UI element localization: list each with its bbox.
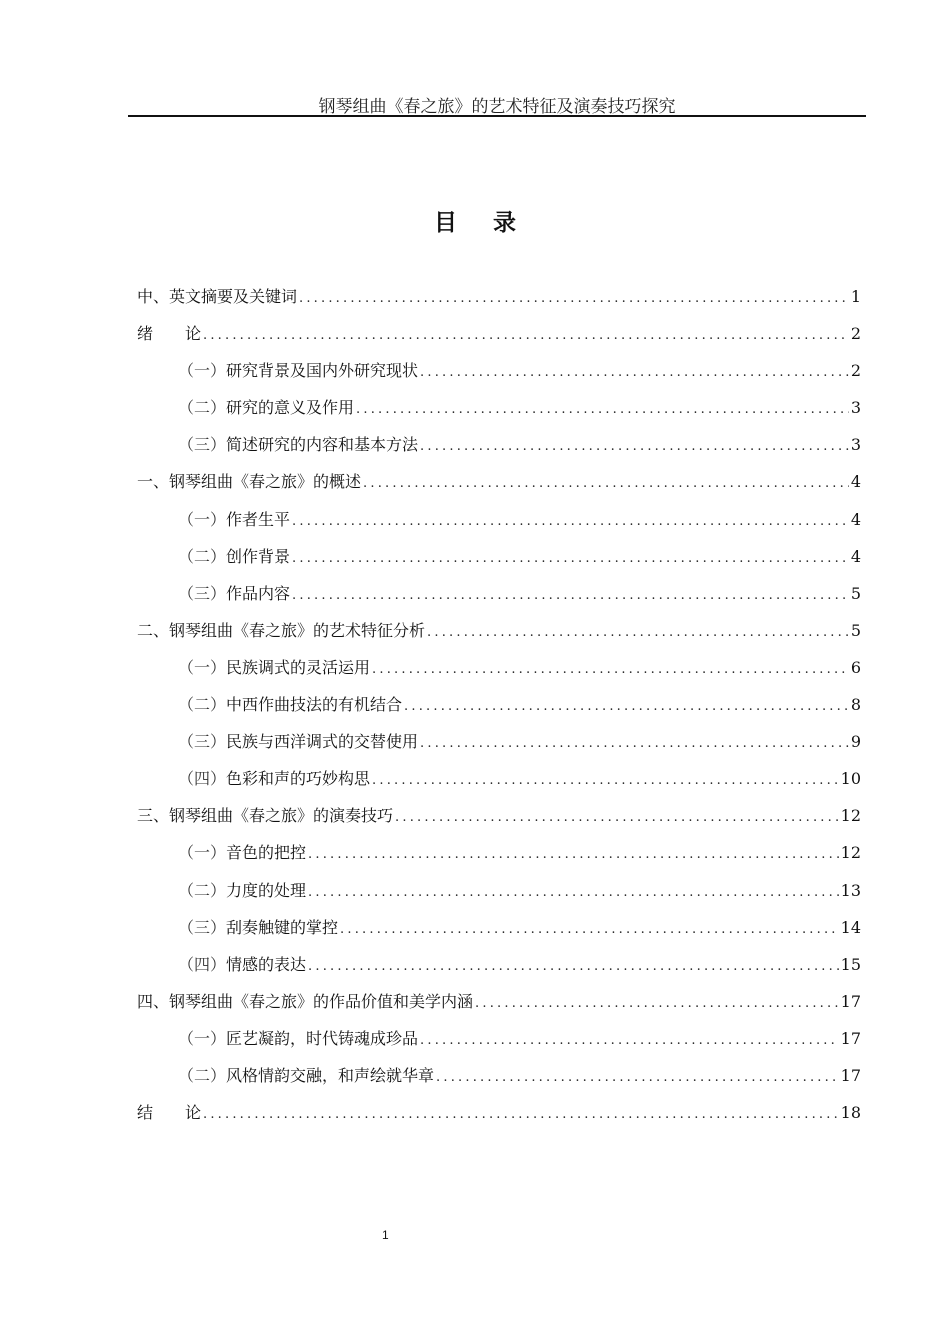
toc-entry-title: 色彩和声的巧妙构思 xyxy=(226,769,371,789)
dot-leader xyxy=(340,922,839,937)
toc-entry[interactable] xyxy=(137,618,861,655)
toc-entry-page: 13 xyxy=(840,880,861,900)
toc-entry-title: 作者生平 xyxy=(226,509,291,529)
toc-entry[interactable] xyxy=(137,915,861,952)
toc-entry-page: 9 xyxy=(850,732,861,752)
toc-entry-page: 10 xyxy=(840,769,861,789)
toc-entry[interactable] xyxy=(137,358,861,395)
toc-entry-page: 5 xyxy=(850,620,861,640)
table-of-contents xyxy=(137,284,861,1137)
toc-entry-title: 钢琴组曲《春之旅》的艺术特征分析 xyxy=(169,620,426,640)
toc-entry[interactable] xyxy=(137,284,861,321)
dot-leader xyxy=(308,847,839,862)
toc-entry-title: 情感的表达 xyxy=(226,954,307,974)
toc-entry-title: 钢琴组曲《春之旅》的概述 xyxy=(169,472,362,492)
running-header: 钢琴组曲《春之旅》的艺术特征及演奏技巧探究 xyxy=(318,97,676,117)
toc-entry-page: 15 xyxy=(840,954,861,974)
toc-entry-title: 研究背景及国内外研究现状 xyxy=(226,361,419,381)
toc-entry-title: 刮奏触键的掌控 xyxy=(226,917,339,937)
toc-entry-title: 简述研究的内容和基本方法 xyxy=(226,435,419,455)
toc-entry-title: 中、英文摘要及关键词 xyxy=(137,287,298,306)
toc-entry-page: 17 xyxy=(840,1028,861,1048)
dot-leader xyxy=(404,699,849,714)
toc-title-char: 目 xyxy=(434,210,457,236)
toc-entry-number: （一） xyxy=(178,843,227,863)
toc-entry-number: （三） xyxy=(178,732,227,752)
toc-entry-title: 结 论 xyxy=(137,1103,202,1123)
toc-entry-page: 5 xyxy=(850,583,861,603)
toc-entry-page: 8 xyxy=(850,695,861,715)
toc-entry-page: 2 xyxy=(850,324,861,344)
toc-entry-number: （三） xyxy=(178,583,227,603)
dot-leader xyxy=(292,588,849,603)
toc-entry[interactable] xyxy=(137,989,861,1026)
toc-entry-page: 1 xyxy=(850,287,861,306)
toc-entry-page: 4 xyxy=(850,472,861,492)
toc-entry-title: 匠艺凝韵，时代铸魂成珍品 xyxy=(226,1028,419,1048)
toc-entry[interactable] xyxy=(137,952,861,989)
toc-entry-page: 3 xyxy=(850,435,861,455)
toc-entry[interactable] xyxy=(137,840,861,877)
toc-entry[interactable] xyxy=(137,1100,861,1137)
toc-entry-title: 钢琴组曲《春之旅》的作品价值和美学内涵 xyxy=(169,991,474,1011)
toc-entry-title: 中西作曲技法的有机结合 xyxy=(226,695,403,715)
toc-entry-page: 4 xyxy=(850,546,861,566)
dot-leader xyxy=(395,810,839,825)
toc-entry[interactable] xyxy=(137,1063,861,1100)
toc-title xyxy=(0,204,950,237)
dot-leader xyxy=(427,625,849,640)
toc-entry[interactable] xyxy=(137,432,861,469)
toc-entry-number: （二） xyxy=(178,695,227,715)
toc-entry-page: 6 xyxy=(850,657,861,677)
toc-entry[interactable] xyxy=(137,729,861,766)
toc-entry-number: （二） xyxy=(178,398,227,418)
toc-entry[interactable] xyxy=(137,878,861,915)
toc-entry-number: （二） xyxy=(178,880,227,900)
toc-entry[interactable] xyxy=(137,1026,861,1063)
toc-entry-number: 三、 xyxy=(137,806,170,826)
toc-entry-number: （一） xyxy=(178,361,227,381)
dot-leader xyxy=(420,439,849,454)
dot-leader xyxy=(203,328,849,343)
dot-leader xyxy=(356,402,849,417)
toc-entry[interactable] xyxy=(137,469,861,506)
toc-entry-number: （一） xyxy=(178,509,227,529)
toc-entry-page: 4 xyxy=(850,509,861,529)
toc-entry-number: （三） xyxy=(178,917,227,937)
toc-entry-number: （四） xyxy=(178,954,227,974)
dot-leader xyxy=(308,885,839,900)
toc-entry-number: （一） xyxy=(178,657,227,677)
toc-entry-title: 创作背景 xyxy=(226,546,291,566)
toc-entry-page: 14 xyxy=(840,917,861,937)
toc-entry[interactable] xyxy=(137,692,861,729)
toc-entry-number: 四、 xyxy=(137,991,170,1011)
toc-entry-title: 力度的处理 xyxy=(226,880,307,900)
toc-entry[interactable] xyxy=(137,507,861,544)
toc-title-char: 录 xyxy=(493,210,516,236)
toc-entry[interactable] xyxy=(137,395,861,432)
toc-entry-title: 民族与西洋调式的交替使用 xyxy=(226,732,419,752)
toc-entry-number: （三） xyxy=(178,435,227,455)
dot-leader xyxy=(363,476,849,491)
dot-leader xyxy=(420,1033,839,1048)
toc-entry-title: 民族调式的灵活运用 xyxy=(226,657,371,677)
toc-entry-number: 二、 xyxy=(137,620,170,640)
header-rule xyxy=(128,115,866,117)
toc-entry-page: 12 xyxy=(840,843,861,863)
toc-entry[interactable] xyxy=(137,321,861,358)
toc-entry-page: 18 xyxy=(840,1103,861,1123)
toc-entry-page: 12 xyxy=(840,806,861,826)
dot-leader xyxy=(420,365,849,380)
dot-leader xyxy=(372,773,839,788)
toc-entry-title: 绪 论 xyxy=(137,324,202,344)
toc-entry-number: （一） xyxy=(178,1028,227,1048)
toc-entry-title: 研究的意义及作用 xyxy=(226,398,355,418)
toc-entry-page: 2 xyxy=(850,361,861,381)
toc-entry[interactable] xyxy=(137,803,861,840)
dot-leader xyxy=(372,662,849,677)
page-number: 1 xyxy=(382,1228,389,1242)
toc-entry[interactable] xyxy=(137,581,861,618)
toc-entry-page: 17 xyxy=(840,1065,861,1085)
toc-entry[interactable] xyxy=(137,655,861,692)
toc-entry-title: 钢琴组曲《春之旅》的演奏技巧 xyxy=(169,806,394,826)
toc-entry[interactable] xyxy=(137,544,861,581)
dot-leader xyxy=(436,1070,839,1085)
toc-entry-title: 风格情韵交融，和声绘就华章 xyxy=(226,1065,435,1085)
toc-entry-title: 作品内容 xyxy=(226,583,291,603)
toc-entry-title: 音色的把控 xyxy=(226,843,307,863)
toc-entry-page: 3 xyxy=(850,398,861,418)
toc-entry-number: （四） xyxy=(178,769,227,789)
dot-leader xyxy=(299,291,849,306)
dot-leader xyxy=(292,514,849,529)
dot-leader xyxy=(475,996,839,1011)
toc-entry-number: 一、 xyxy=(137,472,170,492)
toc-entry-page: 17 xyxy=(840,991,861,1011)
dot-leader xyxy=(203,1107,839,1122)
dot-leader xyxy=(420,736,849,751)
dot-leader xyxy=(308,959,839,974)
dot-leader xyxy=(292,551,849,566)
toc-entry-number: （二） xyxy=(178,1065,227,1085)
toc-entry-number: （二） xyxy=(178,546,227,566)
toc-entry[interactable] xyxy=(137,766,861,803)
